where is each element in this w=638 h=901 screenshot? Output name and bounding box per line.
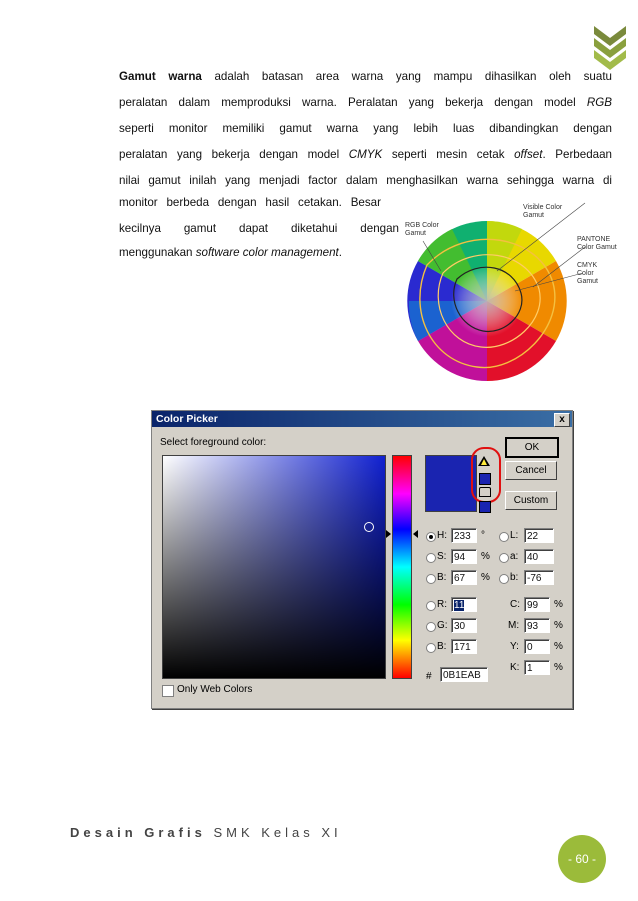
cmyk-gamut-label: CMYK Color Gamut xyxy=(577,262,599,285)
field-lab-b[interactable]: -76 xyxy=(524,570,554,585)
custom-button[interactable]: Custom xyxy=(505,491,557,510)
unit-s: % xyxy=(481,551,490,562)
term-software-color-management: software color management xyxy=(195,246,339,259)
field-l[interactable]: 22 xyxy=(524,528,554,543)
field-r-value: 11 xyxy=(454,600,465,611)
footer-title xyxy=(70,825,342,840)
page-number-badge: - 60 - xyxy=(558,835,606,883)
label-a: a: xyxy=(510,551,519,562)
term-rgb: RGB xyxy=(586,96,612,109)
term-gamut-warna: Gamut warna xyxy=(119,70,202,83)
select-color-prompt: Select foreground color: xyxy=(160,437,267,448)
text: peralatan dalam memproduksi warna. Peralatan yang bekerja dengan model xyxy=(119,96,587,109)
hex-field[interactable]: 0B1EAB xyxy=(440,667,488,682)
only-web-colors-checkbox[interactable] xyxy=(162,685,174,697)
text: adalah batasan area warna yang mampu dihasilkan oleh suatu xyxy=(201,70,612,83)
hash-label: # xyxy=(426,671,432,682)
field-brightness[interactable]: 67 xyxy=(451,570,477,585)
unit-k: % xyxy=(554,662,563,673)
label-r: R: xyxy=(437,599,447,610)
new-color-swatch xyxy=(425,455,477,512)
radio-s[interactable] xyxy=(426,553,436,563)
paragraph-line: nilai gamut inilah yang menjadi factor dalam menghasilkan warna sehingga warna di xyxy=(119,174,612,187)
text: . xyxy=(338,246,343,259)
term-offset: offset xyxy=(514,148,543,161)
paragraph-line: monitor berbeda dengan hasil cetakan. Besar xyxy=(119,196,381,209)
label-g: G: xyxy=(437,620,448,631)
color-field[interactable] xyxy=(162,455,386,679)
paragraph-line xyxy=(119,240,399,266)
hue-slider[interactable] xyxy=(392,455,412,679)
cancel-button[interactable]: Cancel xyxy=(505,461,557,480)
text: menggunakan xyxy=(119,246,196,259)
radio-a[interactable] xyxy=(499,553,509,563)
unit-m: % xyxy=(554,620,563,631)
label-y: Y: xyxy=(510,641,519,652)
close-button[interactable]: x xyxy=(554,413,570,427)
rgb-gamut-label: RGB Color Gamut xyxy=(405,222,439,237)
paragraph-line: kecilnya gamut dapat diketahui dengan xyxy=(119,222,399,235)
label-brightness: B: xyxy=(437,572,447,583)
dialog-title: Color Picker xyxy=(156,413,218,425)
footer-subject: Desain Grafis xyxy=(70,825,206,840)
label-lab-b: b: xyxy=(510,572,519,583)
radio-lab-b[interactable] xyxy=(499,574,509,584)
ok-button[interactable]: OK xyxy=(505,437,559,458)
text: peralatan yang bekerja dengan model xyxy=(119,148,349,161)
unit-c: % xyxy=(554,599,563,610)
field-c[interactable]: 99 xyxy=(524,597,550,612)
radio-h[interactable] xyxy=(426,532,436,542)
dialog-titlebar xyxy=(152,411,572,427)
footer-class: SMK Kelas XI xyxy=(213,825,342,840)
label-l: L: xyxy=(510,530,519,541)
radio-brightness[interactable] xyxy=(426,574,436,584)
in-gamut-color-chip[interactable] xyxy=(479,473,491,485)
field-g[interactable]: 30 xyxy=(451,618,477,633)
field-r[interactable] xyxy=(451,597,477,612)
label-b: B: xyxy=(437,641,447,652)
radio-b[interactable] xyxy=(426,643,436,653)
unit-brightness: % xyxy=(481,572,490,583)
radio-g[interactable] xyxy=(426,622,436,632)
hue-slider-arrow-left[interactable] xyxy=(386,530,391,538)
label-h: H: xyxy=(437,530,447,541)
pantone-gamut-label: PANTONE Color Gamut xyxy=(577,236,617,251)
unit-y: % xyxy=(554,641,563,652)
text: . Perbedaan xyxy=(542,148,612,161)
color-gamut-figure xyxy=(405,198,620,384)
field-s[interactable]: 94 xyxy=(451,549,477,564)
web-safe-color-chip[interactable] xyxy=(479,501,491,513)
warning-icon-inner xyxy=(481,459,487,465)
label-s: S: xyxy=(437,551,447,562)
unit-h: ° xyxy=(481,530,485,541)
color-picker-dialog xyxy=(151,410,573,709)
term-cmyk: CMYK xyxy=(348,148,383,161)
paragraph-line: seperti monitor memiliki gamut warna yang lebih luas dibandingkan dengan xyxy=(119,122,612,135)
radio-r[interactable] xyxy=(426,601,436,611)
label-k: K: xyxy=(510,662,520,673)
paragraph-line xyxy=(119,90,612,116)
label-m: M: xyxy=(508,620,520,631)
paragraph-line xyxy=(119,64,612,90)
web-safe-cube-icon[interactable] xyxy=(479,487,491,497)
field-h[interactable]: 233 xyxy=(451,528,477,543)
color-field-cursor[interactable] xyxy=(364,522,374,532)
field-y[interactable]: 0 xyxy=(524,639,550,654)
paragraph-line xyxy=(119,142,612,168)
radio-l[interactable] xyxy=(499,532,509,542)
visible-gamut-label: Visible Color Gamut xyxy=(523,204,563,219)
field-a[interactable]: 40 xyxy=(524,549,554,564)
text: seperti mesin cetak xyxy=(382,148,515,161)
only-web-colors-label: Only Web Colors xyxy=(177,684,253,695)
field-m[interactable]: 93 xyxy=(524,618,550,633)
label-c: C: xyxy=(510,599,520,610)
hue-slider-arrow-right[interactable] xyxy=(413,530,418,538)
field-b[interactable]: 171 xyxy=(451,639,477,654)
field-k[interactable]: 1 xyxy=(524,660,550,675)
